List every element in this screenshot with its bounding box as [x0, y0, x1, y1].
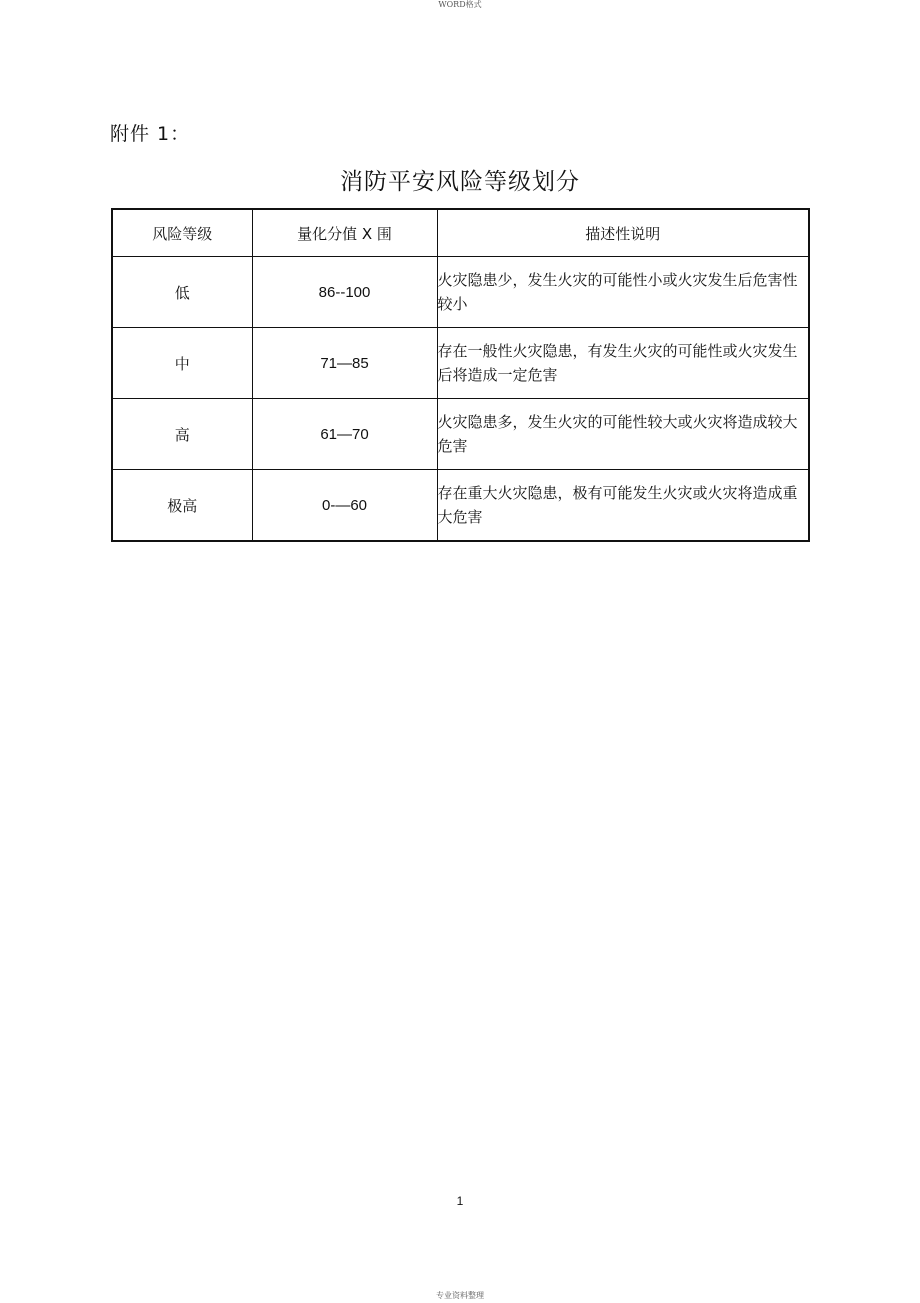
risk-level-cell: 高 — [112, 399, 252, 470]
attachment-label: 附件 1： — [110, 123, 191, 145]
header-risk-level: 风险等级 — [112, 209, 252, 257]
description-cell: 火灾隐患少，发生火灾的可能性小或火灾发生后危害性较小 — [437, 257, 809, 328]
risk-level-cell: 极高 — [112, 470, 252, 542]
page-number: 1 — [456, 1194, 464, 1208]
header-watermark: WORD格式 — [438, 0, 482, 9]
score-range-cell: 86--100 — [252, 257, 437, 328]
header-description: 描述性说明 — [437, 209, 809, 257]
table-row — [112, 399, 809, 470]
table-row — [112, 328, 809, 399]
table-header-row — [112, 209, 809, 257]
score-range-cell: 61—70 — [252, 399, 437, 470]
description-cell: 存在一般性火灾隐患，有发生火灾的可能性或火灾发生后将造成一定危害 — [437, 328, 809, 399]
score-range-cell: 71—85 — [252, 328, 437, 399]
risk-level-cell: 中 — [112, 328, 252, 399]
risk-level-table — [111, 208, 810, 542]
document-title: 消防平安风险等级划分 — [340, 169, 580, 195]
description-cell: 存在重大火灾隐患，极有可能发生火灾或火灾将造成重大危害 — [437, 470, 809, 542]
table-row — [112, 257, 809, 328]
description-cell: 火灾隐患多，发生火灾的可能性较大或火灾将造成较大危害 — [437, 399, 809, 470]
table-row — [112, 470, 809, 542]
score-range-cell: 0-—60 — [252, 470, 437, 542]
risk-level-cell: 低 — [112, 257, 252, 328]
footer-watermark: 专业资料整理 — [436, 1291, 484, 1300]
header-score-range: 量化分值 X 围 — [252, 209, 437, 257]
